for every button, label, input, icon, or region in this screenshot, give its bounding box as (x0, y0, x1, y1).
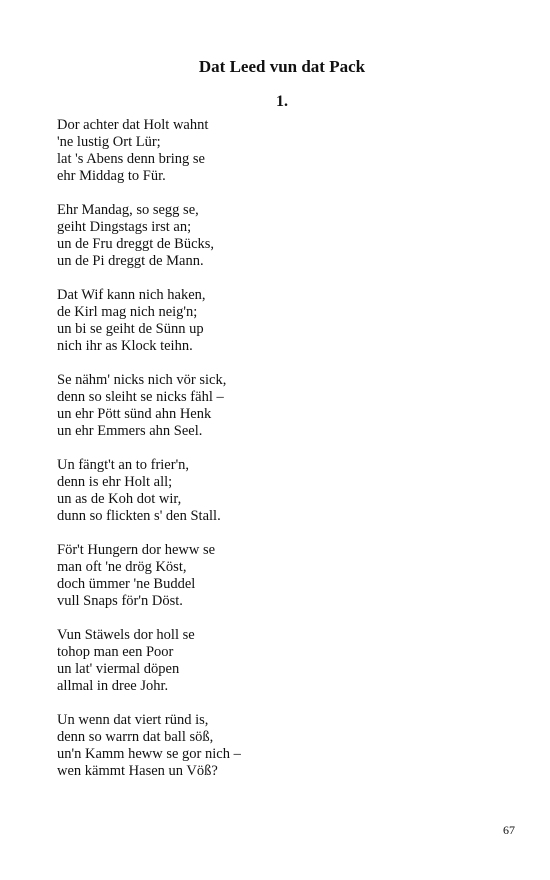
verse-line: Vun Stäwels dor holl se (57, 627, 195, 643)
poem-body (57, 117, 477, 797)
verse-line: Dat Wif kann nich haken, (57, 287, 206, 303)
verse-line: För't Hungern dor heww se (57, 542, 216, 558)
verse-line: lat 's Abens denn bring se (57, 151, 205, 167)
verse-line: Un fängt't an to frier'n, (57, 457, 190, 473)
verse-line: doch ümmer 'ne Buddel (57, 576, 196, 592)
verse-line: Ehr Mandag, so segg se, (57, 202, 199, 218)
verse-line: vull Snaps för'n Döst. (57, 593, 183, 609)
verse-line: geiht Dingstags irst an; (57, 219, 192, 235)
verse-line: un'n Kamm heww se gor nich – (57, 746, 241, 762)
verse-line: un de Fru dreggt de Bücks, (57, 236, 215, 252)
stanza (57, 117, 477, 185)
verse-line: Un wenn dat viert ründ is, (57, 712, 209, 728)
verse-line: denn is ehr Holt all; (57, 474, 173, 490)
verse-line: un as de Koh dot wir, (57, 491, 182, 507)
verse-line: wen kämmt Hasen un Vöß? (57, 763, 218, 779)
stanza (57, 372, 477, 440)
stanza (57, 457, 477, 525)
verse-line: un de Pi dreggt de Mann. (57, 253, 204, 269)
verse-line: allmal in dree Johr. (57, 678, 169, 694)
verse-line: un ehr Emmers ahn Seel. (57, 423, 203, 439)
verse-line: un bi se geiht de Sünn up (57, 321, 204, 337)
verse-line: Se nähm' nicks nich vör sick, (57, 372, 227, 388)
section-number: 1. (276, 93, 288, 110)
verse-line: un ehr Pött sünd ahn Henk (57, 406, 212, 422)
stanza (57, 287, 477, 355)
stanza (57, 202, 477, 270)
poem-title: Dat Leed vun dat Pack (198, 57, 366, 76)
verse-line: Dor achter dat Holt wahnt (57, 117, 209, 133)
verse-line: denn so sleiht se nicks fähl – (57, 389, 224, 405)
verse-line: un lat' viermal döpen (57, 661, 180, 677)
verse-line: nich ihr as Klock teihn. (57, 338, 193, 354)
stanza (57, 712, 477, 780)
page-number: 67 (503, 823, 515, 837)
stanza (57, 542, 477, 610)
verse-line: tohop man een Poor (57, 644, 174, 660)
verse-line: denn so warrn dat ball söß, (57, 729, 214, 745)
verse-line: dunn so flickten s' den Stall. (57, 508, 221, 524)
verse-line: man oft 'ne drög Köst, (57, 559, 187, 575)
verse-line: ehr Middag to Für. (57, 168, 166, 184)
stanza (57, 627, 477, 695)
verse-line: de Kirl mag nich neig'n; (57, 304, 198, 320)
verse-line: 'ne lustig Ort Lür; (57, 134, 161, 150)
